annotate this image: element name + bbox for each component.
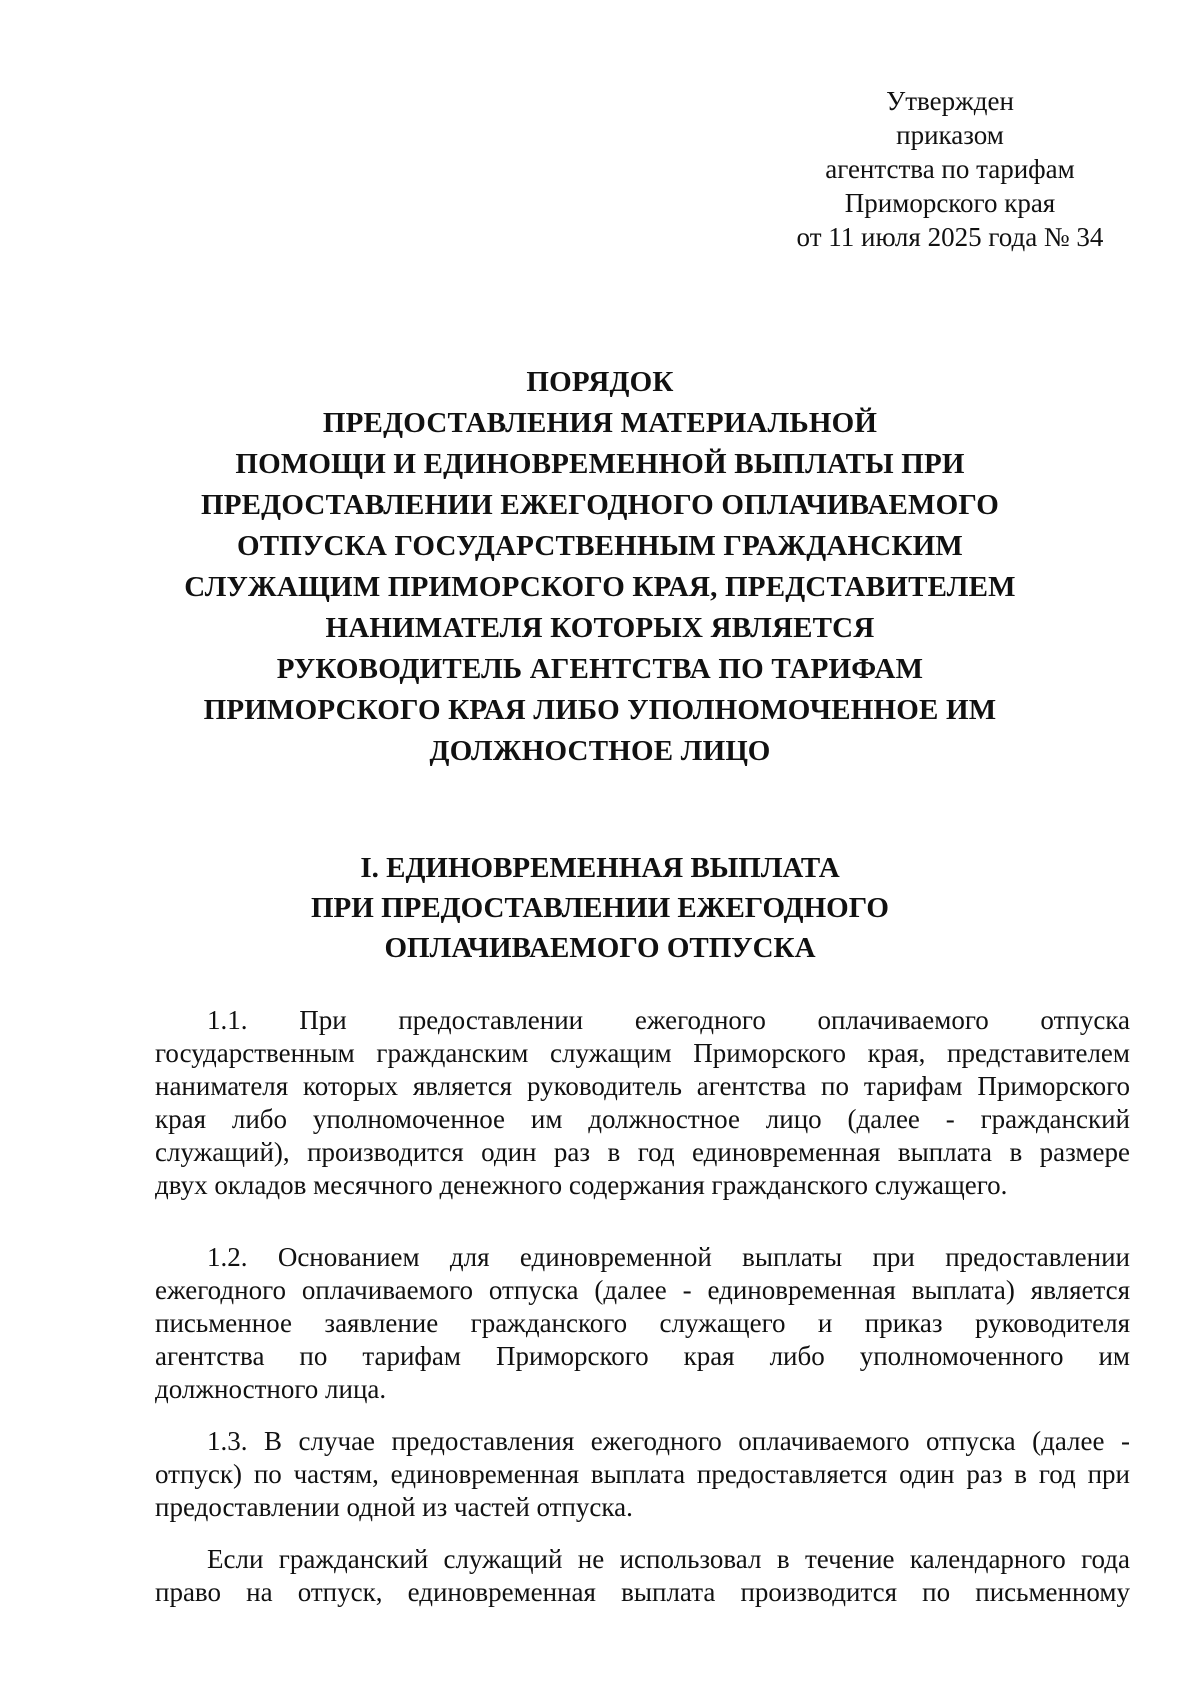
paragraph-line: края либо уполномоченное им должностное лицо (далее - гражданский <box>155 1104 1130 1134</box>
title-line: ПРЕДОСТАВЛЕНИЯ МАТЕРИАЛЬНОЙ <box>322 407 878 439</box>
paragraph-1-3 <box>155 1425 1130 1524</box>
title-line: ПРИМОРСКОГО КРАЯ ЛИБО УПОЛНОМОЧЕННОЕ ИМ <box>203 694 997 726</box>
paragraph-line: 1.3. В случае предоставления ежегодного оплачиваемого отпуска (далее - <box>207 1426 1130 1456</box>
document-body <box>155 1004 1130 1609</box>
section-heading <box>250 848 950 968</box>
paragraph-1-1 <box>155 1004 1130 1202</box>
paragraph-line: агентства по тарифам Приморского края либо уполномоченного им <box>155 1341 1130 1371</box>
approval-line: Приморского края <box>844 188 1056 218</box>
title-line: ПОМОЩИ И ЕДИНОВРЕМЕННОЙ ВЫПЛАТЫ ПРИ <box>235 448 965 480</box>
approval-line: Утвержден <box>886 86 1014 116</box>
section-heading-line: I. ЕДИНОВРЕМЕННАЯ ВЫПЛАТА <box>360 852 840 884</box>
paragraph-line: должностного лица. <box>155 1374 387 1404</box>
title-line: ПОРЯДОК <box>526 366 674 398</box>
approval-line: приказом <box>896 120 1004 150</box>
paragraph-line: отпуск) по частям, единовременная выплата предоставляется один раз в год при <box>155 1459 1130 1489</box>
paragraph-continuation <box>155 1543 1130 1609</box>
section-heading-line: ПРИ ПРЕДОСТАВЛЕНИИ ЕЖЕГОДНОГО <box>310 892 889 924</box>
title-line: СЛУЖАЩИМ ПРИМОРСКОГО КРАЯ, ПРЕДСТАВИТЕЛЕМ <box>184 571 1016 603</box>
approval-stamp-block <box>770 84 1130 254</box>
paragraph-line: служащий), производится один раз в год единовременная выплата в размере <box>155 1137 1130 1167</box>
paragraph-line: двух окладов месячного денежного содержания гражданского служащего. <box>155 1170 1008 1200</box>
paragraph-line: Если гражданский служащий не использовал в течение календарного года <box>207 1544 1130 1574</box>
paragraph-line: нанимателя которых является руководитель агентства по тарифам Приморского <box>155 1071 1130 1101</box>
title-line: НАНИМАТЕЛЯ КОТОРЫХ ЯВЛЯЕТСЯ <box>325 612 875 644</box>
paragraph-line: ежегодного оплачиваемого отпуска (далее - единовременная выплата) является <box>155 1275 1130 1305</box>
paragraph-line: письменное заявление гражданского служащего и приказ руководителя <box>155 1308 1130 1338</box>
paragraph-1-2 <box>155 1241 1130 1406</box>
section-heading-line: ОПЛАЧИВАЕМОГО ОТПУСКА <box>384 932 816 964</box>
paragraph-line: право на отпуск, единовременная выплата производится по письменному <box>155 1577 1130 1607</box>
title-line: ПРЕДОСТАВЛЕНИИ ЕЖЕГОДНОГО ОПЛАЧИВАЕМОГО <box>200 489 1000 521</box>
approval-line: от 11 июля 2025 года № 34 <box>796 222 1104 252</box>
approval-line: агентства по тарифам <box>825 154 1075 184</box>
title-line: ОТПУСКА ГОСУДАРСТВЕННЫМ ГРАЖДАНСКИМ <box>236 530 964 562</box>
paragraph-line: государственным гражданским служащим Приморского края, представителем <box>155 1038 1130 1068</box>
title-line: РУКОВОДИТЕЛЬ АГЕНТСТВА ПО ТАРИФАМ <box>276 653 924 685</box>
document-title <box>150 362 1050 772</box>
paragraph-line: 1.1. При предоставлении ежегодного оплачиваемого отпуска <box>207 1005 1130 1035</box>
title-line: ДОЛЖНОСТНОЕ ЛИЦО <box>429 735 771 767</box>
paragraph-line: предоставлении одной из частей отпуска. <box>155 1492 633 1522</box>
paragraph-line: 1.2. Основанием для единовременной выплаты при предоставлении <box>207 1242 1130 1272</box>
